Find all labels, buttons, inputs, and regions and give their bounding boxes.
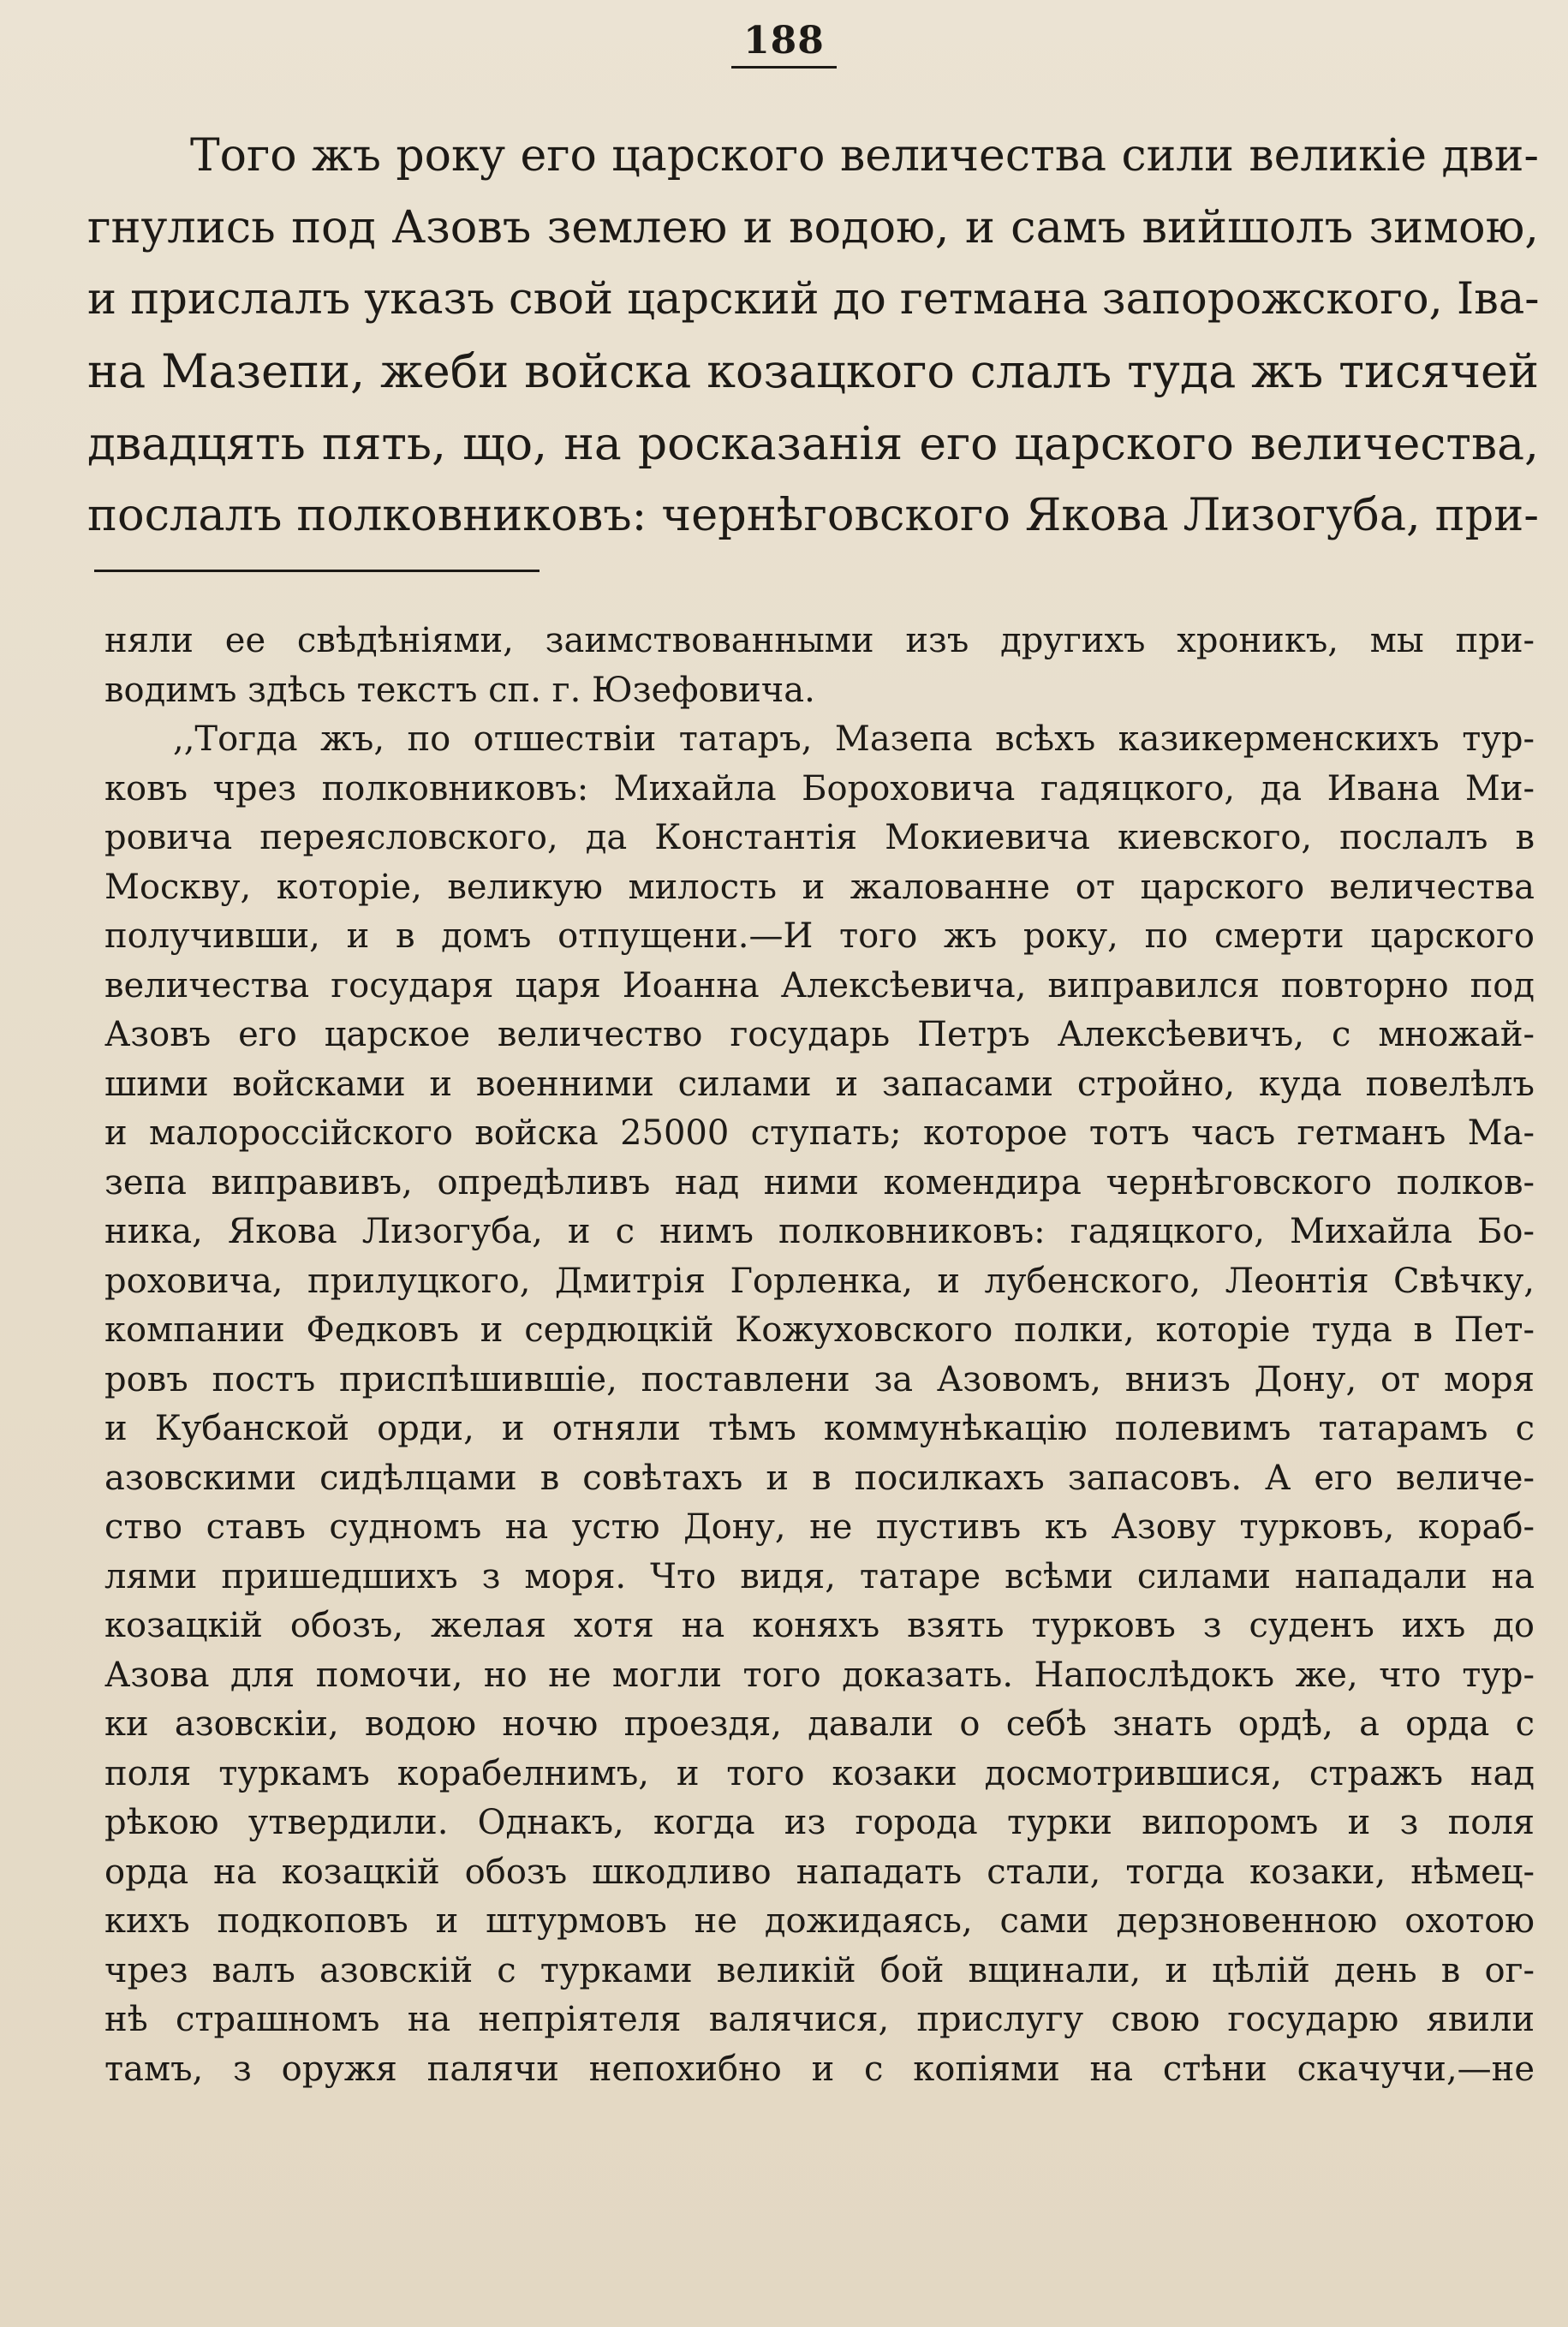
- footnote-line: нѣ страшномъ на непріятеля валячися, прислугу свою государю явили: [104, 2000, 1535, 2039]
- footnote-line: няли ее свѣдѣніями, заимствованными изъ другихъ хроникъ, мы при-: [104, 621, 1535, 660]
- footnote-line: величества государя царя Иоанна Алексѣевича, виправился повторно под: [104, 965, 1535, 1005]
- footnote-line: ковъ чрез полковниковъ: Михайла Бороховича гадяцкого, да Ивана Ми-: [104, 768, 1535, 808]
- footnote-line: ровъ постъ приспѣшившіе, поставлени за Азовомъ, внизъ Дону, от моря: [104, 1359, 1535, 1399]
- page-number: 188: [0, 19, 1568, 69]
- footnote-line: чрез валъ азовскій с турками великій бой вщинали, и цѣлій день в ог-: [104, 1950, 1535, 1990]
- footnote-line: и Кубанской орди, и отняли тѣмъ коммунѣкацію полевимъ татарамъ с: [104, 1409, 1535, 1448]
- footnote-line: ,,Тогда жъ, по отшествіи татаръ, Мазепа всѣхъ казикерменскихъ тур-: [173, 719, 1535, 759]
- main-text-line: на Мазепи, жеби войска козацкого слалъ туда жъ тисячей: [87, 344, 1539, 398]
- footnote-line: Азова для помочи, но не могли того доказать. Напослѣдокъ же, что тур-: [104, 1655, 1535, 1695]
- main-text-line: и прислалъ указъ свой царский до гетмана запорожского, Іва-: [87, 274, 1540, 325]
- footnote-line: тамъ, з оружя палячи непохибно и с копіями на стѣни скачучи,—не: [104, 2049, 1535, 2089]
- main-text-line: двадцять пять, що, на росказанія его царского величества,: [87, 416, 1539, 470]
- main-text: [87, 120, 1539, 552]
- footnote-line: лями пришедшихъ з моря. Что видя, татаре всѣми силами нападали на: [104, 1556, 1535, 1596]
- footnote-line: козацкій обозъ, желая хотя на коняхъ взять турковъ з суденъ ихъ до: [104, 1606, 1535, 1645]
- footnote-line: зепа виправивъ, опредѣливъ над ними комендира чернѣговского полков-: [104, 1162, 1535, 1202]
- footnote-line: ровича переясловского, да Константія Мокиевича киевского, послалъ в: [104, 818, 1535, 857]
- footnote-line: ки азовскіи, водою ночю проездя, давали о себѣ знать ордѣ, а орда с: [104, 1704, 1535, 1744]
- footnote-line: орда на козацкій обозъ шкодливо нападать стали, тогда козаки, нѣмец-: [104, 1852, 1535, 1892]
- footnote-line: роховича, прилуцкого, Дмитрія Горленка, и лубенского, Леонтія Свѣчку,: [104, 1261, 1535, 1301]
- footnote-line: поля туркамъ корабелнимъ, и того козаки досмотрившися, стражъ над: [104, 1753, 1535, 1793]
- footnote-line: Москву, которіе, великую милость и жалованне от царского величества: [104, 867, 1535, 907]
- footnote-line: рѣкою утвердили. Однакъ, когда из города турки випоромъ и з поля: [104, 1803, 1535, 1842]
- footnote-text: [104, 617, 1535, 2094]
- footnote-line: и малороссійского войска 25000 ступать; которое тотъ часъ гетманъ Ма-: [104, 1113, 1535, 1153]
- footnote-line: Азовъ его царское величество государь Петръ Алексѣевичъ, с множай-: [104, 1015, 1535, 1054]
- footnote-line: компании Федковъ и сердюцкій Кожуховского полки, которіе туда в Пет-: [104, 1310, 1535, 1350]
- footnote-line: кихъ подкоповъ и штурмовъ не дожидаясь, сами дерзновенною охотою: [104, 1901, 1535, 1941]
- main-text-line: гнулись под Азовъ землею и водою, и самъ вийшолъ зимою,: [87, 201, 1539, 254]
- footnote-line: водимъ здѣсь текстъ сп. г. Юзефовича.: [104, 670, 815, 710]
- footnote-line: ника, Якова Лизогуба, и с нимъ полковниковъ: гадяцкого, Михайла Бо-: [104, 1212, 1535, 1251]
- footnote-line: получивши, и в домъ отпущени.—И того жъ року, по смерти царского: [104, 916, 1535, 956]
- main-text-line: послалъ полковниковъ: чернѣговского Якова Лизогуба, при-: [87, 489, 1539, 541]
- main-text-line: Того жъ року его царского величества сили великіе дви-: [190, 130, 1539, 182]
- footnote-line: азовскими сидѣлцами в совѣтахъ и в посилкахъ запасовъ. А его величе-: [104, 1458, 1535, 1498]
- footnote-line: шими войсками и военними силами и запасами стройно, куда повелѣлъ: [104, 1064, 1535, 1104]
- footnote-line: ство ставъ судномъ на устю Дону, не пустивъ къ Азову турковъ, кораб-: [104, 1507, 1535, 1547]
- footnote-divider: [94, 570, 540, 572]
